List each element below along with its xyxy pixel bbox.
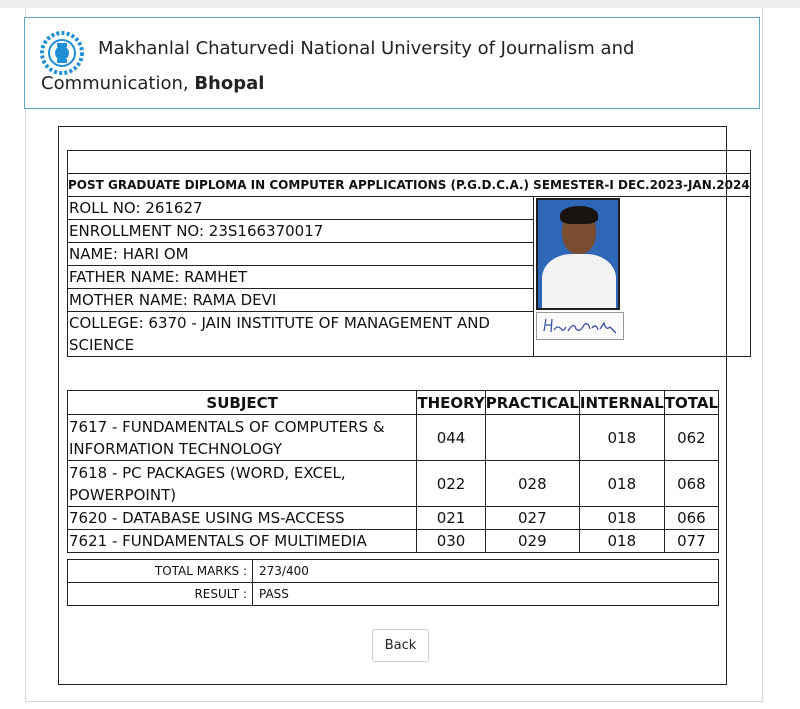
practical-cell: 027 [485, 507, 579, 530]
subject-cell: 7617 - FUNDAMENTALS OF COMPUTERS & INFORMATION TECHNOLOGY [68, 415, 417, 461]
practical-cell [485, 415, 579, 461]
total-marks-value: 273/400 [253, 560, 719, 583]
subject-cell: 7618 - PC PACKAGES (WORD, EXCEL, POWERPOINT) [68, 461, 417, 507]
col-header-theory: THEORY [417, 391, 485, 415]
table-row [68, 461, 719, 507]
internal-cell: 018 [579, 461, 664, 507]
col-header-subject: SUBJECT [68, 391, 417, 415]
student-info-table [67, 150, 751, 357]
photo-cell [533, 197, 750, 357]
practical-cell: 028 [485, 461, 579, 507]
student-photo [536, 198, 620, 310]
university-name-continued: Communication, Bhopal [41, 73, 265, 94]
table-row [68, 530, 719, 553]
col-header-internal: INTERNAL [579, 391, 664, 415]
theory-cell: 044 [417, 415, 485, 461]
result-label: RESULT : [68, 583, 253, 606]
back-button[interactable]: Back [372, 629, 429, 662]
internal-cell: 018 [579, 530, 664, 553]
enrollment-number: ENROLLMENT NO: 23S166370017 [68, 220, 534, 243]
course-title: POST GRADUATE DIPLOMA IN COMPUTER APPLICATIONS (P.G.D.C.A.) SEMESTER-I DEC.2023-JAN.2024 [68, 174, 751, 197]
col-header-total: TOTAL [664, 391, 718, 415]
total-cell: 062 [664, 415, 718, 461]
top-strip [0, 0, 800, 8]
marks-table [67, 390, 719, 553]
table-row [68, 415, 719, 461]
theory-cell: 030 [417, 530, 485, 553]
total-cell: 068 [664, 461, 718, 507]
internal-cell: 018 [579, 507, 664, 530]
total-cell: 066 [664, 507, 718, 530]
subject-cell: 7620 - DATABASE USING MS-ACCESS [68, 507, 417, 530]
student-signature [536, 312, 624, 340]
internal-cell: 018 [579, 415, 664, 461]
total-marks-label: TOTAL MARKS : [68, 560, 253, 583]
theory-cell: 022 [417, 461, 485, 507]
practical-cell: 029 [485, 530, 579, 553]
blank-row [68, 151, 751, 174]
result-value: PASS [253, 583, 719, 606]
university-city: Bhopal [194, 73, 265, 94]
table-row [68, 507, 719, 530]
mother-name: MOTHER NAME: RAMA DEVI [68, 289, 534, 312]
college-name: COLLEGE: 6370 - JAIN INSTITUTE OF MANAGEMENT AND SCIENCE [68, 312, 534, 357]
total-cell: 077 [664, 530, 718, 553]
theory-cell: 021 [417, 507, 485, 530]
university-name: Makhanlal Chaturvedi National University of Journalism and [98, 38, 635, 59]
university-logo-icon [40, 31, 84, 75]
roll-number: ROLL NO: 261627 [68, 197, 534, 220]
student-name: NAME: HARI OM [68, 243, 534, 266]
subject-cell: 7621 - FUNDAMENTALS OF MULTIMEDIA [68, 530, 417, 553]
col-header-practical: PRACTICAL [485, 391, 579, 415]
summary-table [67, 559, 719, 606]
university-header [24, 17, 760, 109]
father-name: FATHER NAME: RAMHET [68, 266, 534, 289]
